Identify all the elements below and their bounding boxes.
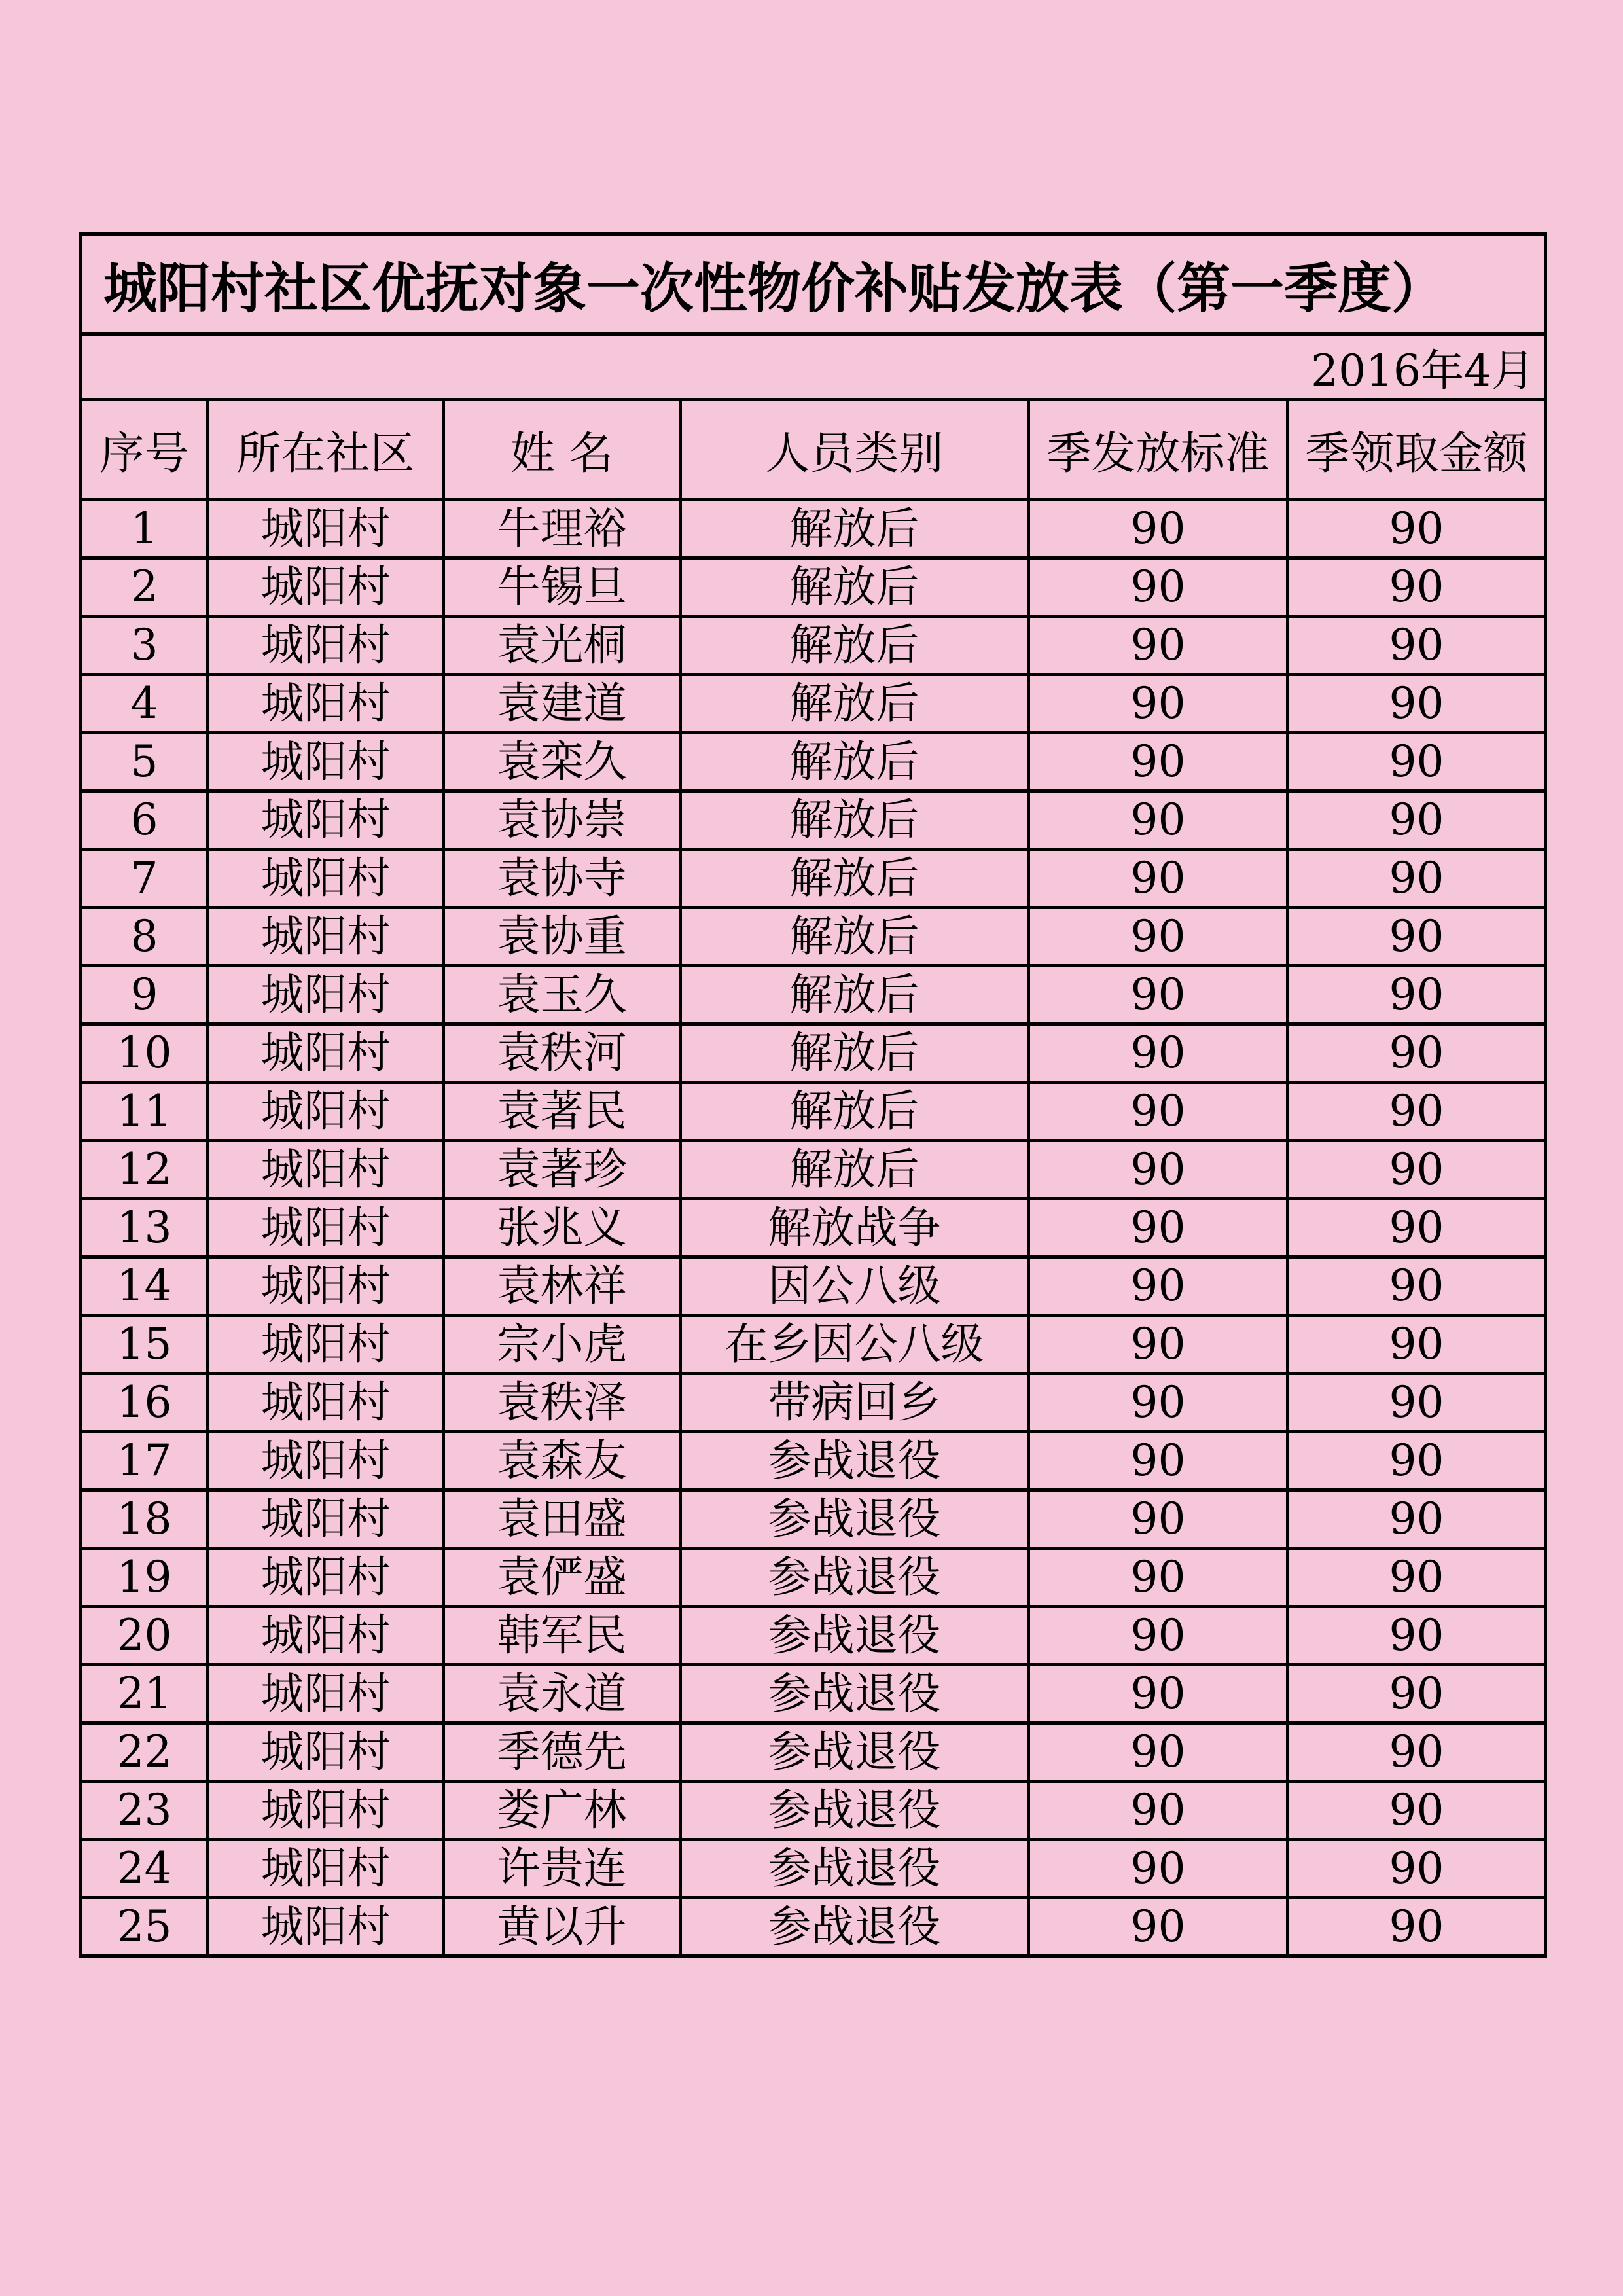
cell-amount: 90 <box>1288 850 1546 908</box>
cell-amount: 90 <box>1288 1898 1546 1956</box>
cell-amount: 90 <box>1288 558 1546 617</box>
cell-index: 21 <box>81 1665 208 1723</box>
column-header-index: 序号 <box>81 400 208 500</box>
cell-amount: 90 <box>1288 500 1546 558</box>
cell-index: 23 <box>81 1782 208 1840</box>
table-row <box>81 675 1546 733</box>
cell-name: 黄以升 <box>444 1898 681 1956</box>
cell-standard: 90 <box>1029 1607 1288 1665</box>
table-row <box>81 1432 1546 1490</box>
table-row <box>81 1840 1546 1898</box>
cell-index: 16 <box>81 1374 208 1432</box>
table-row <box>81 733 1546 791</box>
cell-standard: 90 <box>1029 1840 1288 1898</box>
cell-community: 城阳村 <box>208 1083 444 1141</box>
cell-index: 20 <box>81 1607 208 1665</box>
cell-community: 城阳村 <box>208 1490 444 1549</box>
cell-category: 解放后 <box>681 500 1029 558</box>
cell-name: 袁林祥 <box>444 1257 681 1316</box>
cell-category: 解放后 <box>681 908 1029 966</box>
cell-amount: 90 <box>1288 1665 1546 1723</box>
cell-category: 解放后 <box>681 1083 1029 1141</box>
cell-standard: 90 <box>1029 675 1288 733</box>
cell-amount: 90 <box>1288 1316 1546 1374</box>
cell-category: 解放后 <box>681 1141 1029 1199</box>
cell-name: 袁俨盛 <box>444 1549 681 1607</box>
cell-category: 参战退役 <box>681 1490 1029 1549</box>
cell-amount: 90 <box>1288 791 1546 850</box>
cell-name: 袁玉久 <box>444 966 681 1024</box>
cell-name: 许贵连 <box>444 1840 681 1898</box>
cell-index: 3 <box>81 617 208 675</box>
cell-community: 城阳村 <box>208 1141 444 1199</box>
header-row <box>81 400 1546 500</box>
cell-name: 袁栾久 <box>444 733 681 791</box>
cell-community: 城阳村 <box>208 1665 444 1723</box>
cell-name: 袁协寺 <box>444 850 681 908</box>
cell-category: 解放后 <box>681 791 1029 850</box>
cell-name: 袁秩泽 <box>444 1374 681 1432</box>
cell-category: 解放后 <box>681 1024 1029 1083</box>
cell-community: 城阳村 <box>208 617 444 675</box>
cell-index: 19 <box>81 1549 208 1607</box>
cell-category: 参战退役 <box>681 1432 1029 1490</box>
column-header-name: 姓 名 <box>444 400 681 500</box>
cell-community: 城阳村 <box>208 791 444 850</box>
cell-category: 带病回乡 <box>681 1374 1029 1432</box>
cell-category: 解放后 <box>681 966 1029 1024</box>
cell-index: 1 <box>81 500 208 558</box>
table-row <box>81 908 1546 966</box>
cell-amount: 90 <box>1288 1024 1546 1083</box>
cell-category: 参战退役 <box>681 1607 1029 1665</box>
table-row <box>81 617 1546 675</box>
cell-name: 张兆义 <box>444 1199 681 1257</box>
cell-category: 参战退役 <box>681 1898 1029 1956</box>
cell-category: 在乡因公八级 <box>681 1316 1029 1374</box>
cell-index: 11 <box>81 1083 208 1141</box>
cell-community: 城阳村 <box>208 1316 444 1374</box>
cell-index: 10 <box>81 1024 208 1083</box>
table-row <box>81 1316 1546 1374</box>
column-header-amount: 季领取金额 <box>1288 400 1546 500</box>
cell-name: 袁永道 <box>444 1665 681 1723</box>
cell-standard: 90 <box>1029 1141 1288 1199</box>
cell-standard: 90 <box>1029 966 1288 1024</box>
cell-community: 城阳村 <box>208 966 444 1024</box>
cell-community: 城阳村 <box>208 1607 444 1665</box>
cell-community: 城阳村 <box>208 1199 444 1257</box>
column-header-standard: 季发放标准 <box>1029 400 1288 500</box>
cell-amount: 90 <box>1288 1549 1546 1607</box>
cell-amount: 90 <box>1288 1840 1546 1898</box>
cell-standard: 90 <box>1029 908 1288 966</box>
cell-name: 袁著民 <box>444 1083 681 1141</box>
table-row <box>81 1199 1546 1257</box>
table-date: 2016年4月 <box>81 334 1546 400</box>
cell-name: 袁协重 <box>444 908 681 966</box>
cell-name: 袁秩河 <box>444 1024 681 1083</box>
cell-community: 城阳村 <box>208 558 444 617</box>
column-header-community: 所在社区 <box>208 400 444 500</box>
cell-standard: 90 <box>1029 500 1288 558</box>
cell-standard: 90 <box>1029 1432 1288 1490</box>
cell-standard: 90 <box>1029 1374 1288 1432</box>
cell-index: 18 <box>81 1490 208 1549</box>
cell-amount: 90 <box>1288 675 1546 733</box>
table-row <box>81 1490 1546 1549</box>
cell-standard: 90 <box>1029 1024 1288 1083</box>
cell-category: 解放后 <box>681 733 1029 791</box>
cell-community: 城阳村 <box>208 1898 444 1956</box>
table-row <box>81 966 1546 1024</box>
table-row <box>81 1782 1546 1840</box>
cell-community: 城阳村 <box>208 1782 444 1840</box>
cell-category: 解放后 <box>681 850 1029 908</box>
cell-amount: 90 <box>1288 1432 1546 1490</box>
cell-community: 城阳村 <box>208 675 444 733</box>
cell-index: 14 <box>81 1257 208 1316</box>
cell-community: 城阳村 <box>208 1024 444 1083</box>
cell-name: 袁著珍 <box>444 1141 681 1199</box>
table-row <box>81 558 1546 617</box>
cell-community: 城阳村 <box>208 1549 444 1607</box>
cell-standard: 90 <box>1029 1549 1288 1607</box>
cell-standard: 90 <box>1029 1316 1288 1374</box>
cell-amount: 90 <box>1288 1199 1546 1257</box>
cell-standard: 90 <box>1029 1898 1288 1956</box>
cell-amount: 90 <box>1288 617 1546 675</box>
table-row <box>81 1083 1546 1141</box>
cell-category: 参战退役 <box>681 1840 1029 1898</box>
cell-amount: 90 <box>1288 966 1546 1024</box>
cell-community: 城阳村 <box>208 1257 444 1316</box>
cell-name: 袁光桐 <box>444 617 681 675</box>
cell-name: 季德先 <box>444 1723 681 1782</box>
table-row <box>81 1141 1546 1199</box>
cell-standard: 90 <box>1029 1083 1288 1141</box>
cell-name: 袁森友 <box>444 1432 681 1490</box>
cell-name: 牛理裕 <box>444 500 681 558</box>
cell-category: 解放后 <box>681 675 1029 733</box>
cell-name: 袁建道 <box>444 675 681 733</box>
cell-community: 城阳村 <box>208 1374 444 1432</box>
cell-standard: 90 <box>1029 1665 1288 1723</box>
cell-standard: 90 <box>1029 1257 1288 1316</box>
cell-index: 12 <box>81 1141 208 1199</box>
cell-category: 参战退役 <box>681 1782 1029 1840</box>
cell-index: 17 <box>81 1432 208 1490</box>
cell-standard: 90 <box>1029 850 1288 908</box>
cell-name: 韩军民 <box>444 1607 681 1665</box>
cell-amount: 90 <box>1288 1607 1546 1665</box>
cell-category: 参战退役 <box>681 1723 1029 1782</box>
cell-amount: 90 <box>1288 1374 1546 1432</box>
cell-standard: 90 <box>1029 1782 1288 1840</box>
cell-index: 15 <box>81 1316 208 1374</box>
cell-index: 24 <box>81 1840 208 1898</box>
cell-name: 宗小虎 <box>444 1316 681 1374</box>
table-row <box>81 850 1546 908</box>
cell-standard: 90 <box>1029 791 1288 850</box>
cell-amount: 90 <box>1288 1723 1546 1782</box>
cell-index: 25 <box>81 1898 208 1956</box>
cell-amount: 90 <box>1288 1083 1546 1141</box>
cell-index: 2 <box>81 558 208 617</box>
cell-name: 娄广林 <box>444 1782 681 1840</box>
subsidy-table <box>79 232 1547 1958</box>
cell-amount: 90 <box>1288 733 1546 791</box>
table-row <box>81 791 1546 850</box>
table-title: 城阳村社区优抚对象一次性物价补贴发放表（第一季度） <box>81 234 1546 334</box>
cell-category: 参战退役 <box>681 1665 1029 1723</box>
cell-name: 牛锡旦 <box>444 558 681 617</box>
cell-name: 袁田盛 <box>444 1490 681 1549</box>
cell-amount: 90 <box>1288 1490 1546 1549</box>
cell-standard: 90 <box>1029 1490 1288 1549</box>
cell-community: 城阳村 <box>208 500 444 558</box>
cell-standard: 90 <box>1029 733 1288 791</box>
cell-index: 9 <box>81 966 208 1024</box>
cell-category: 因公八级 <box>681 1257 1029 1316</box>
cell-community: 城阳村 <box>208 1432 444 1490</box>
cell-community: 城阳村 <box>208 850 444 908</box>
cell-category: 解放后 <box>681 558 1029 617</box>
cell-category: 参战退役 <box>681 1549 1029 1607</box>
cell-community: 城阳村 <box>208 1840 444 1898</box>
table-row <box>81 1607 1546 1665</box>
cell-standard: 90 <box>1029 617 1288 675</box>
table-row <box>81 1257 1546 1316</box>
cell-community: 城阳村 <box>208 1723 444 1782</box>
cell-amount: 90 <box>1288 908 1546 966</box>
cell-community: 城阳村 <box>208 733 444 791</box>
cell-standard: 90 <box>1029 1199 1288 1257</box>
cell-index: 7 <box>81 850 208 908</box>
cell-standard: 90 <box>1029 1723 1288 1782</box>
cell-amount: 90 <box>1288 1782 1546 1840</box>
cell-index: 13 <box>81 1199 208 1257</box>
cell-index: 22 <box>81 1723 208 1782</box>
cell-amount: 90 <box>1288 1257 1546 1316</box>
table-row <box>81 500 1546 558</box>
column-header-category: 人员类别 <box>681 400 1029 500</box>
table-row <box>81 1723 1546 1782</box>
cell-category: 解放后 <box>681 617 1029 675</box>
cell-index: 4 <box>81 675 208 733</box>
table-row <box>81 1549 1546 1607</box>
cell-standard: 90 <box>1029 558 1288 617</box>
cell-community: 城阳村 <box>208 908 444 966</box>
cell-category: 解放战争 <box>681 1199 1029 1257</box>
cell-index: 6 <box>81 791 208 850</box>
cell-name: 袁协崇 <box>444 791 681 850</box>
table-row <box>81 1665 1546 1723</box>
table-row <box>81 1024 1546 1083</box>
table-row <box>81 1898 1546 1956</box>
table-row <box>81 1374 1546 1432</box>
cell-index: 5 <box>81 733 208 791</box>
cell-index: 8 <box>81 908 208 966</box>
cell-amount: 90 <box>1288 1141 1546 1199</box>
